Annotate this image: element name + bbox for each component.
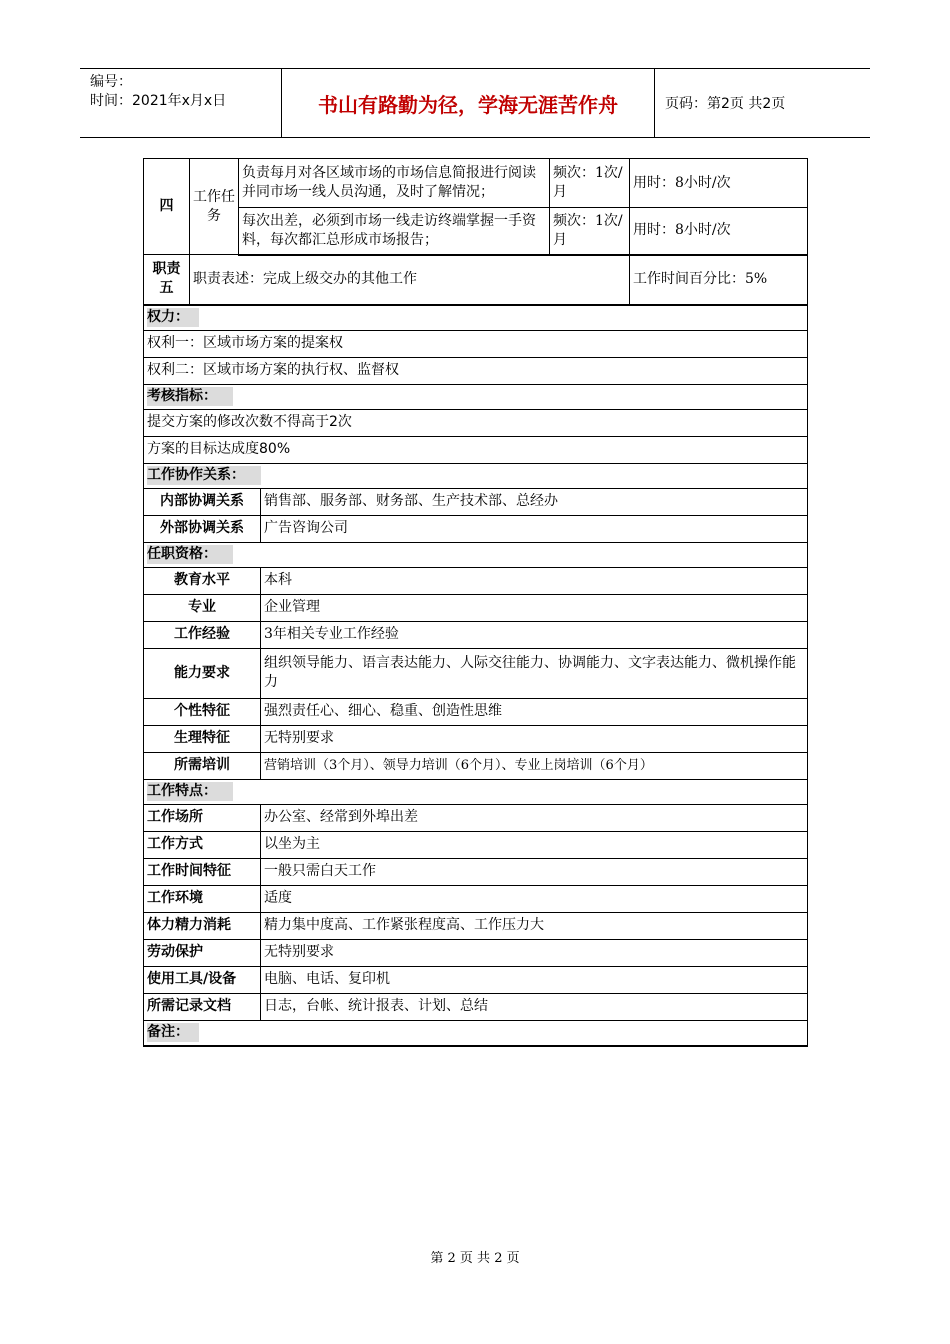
row-value: 精力集中度高、工作紧张程度高、工作压力大 bbox=[261, 912, 808, 939]
duty5-percent: 工作时间百分比：5% bbox=[630, 255, 808, 305]
duty4-task-time: 用时：8小时/次 bbox=[630, 208, 808, 255]
table-row bbox=[144, 515, 808, 542]
row-value: 一般只需白天工作 bbox=[261, 858, 808, 885]
section-title: 备注： bbox=[147, 1023, 199, 1042]
duty4-task-frequency: 频次：1次/月 bbox=[550, 208, 630, 255]
row-label: 工作场所 bbox=[144, 804, 261, 831]
kpi-item: 方案的目标达成度80% bbox=[144, 436, 808, 463]
row-label: 外部协调关系 bbox=[144, 515, 261, 542]
duty4-task-desc: 每次出差，必须到市场一线走访终端掌握一手资料，每次都汇总形成市场报告； bbox=[239, 208, 550, 255]
header-page-number: 页码：第2页 共2页 bbox=[665, 96, 786, 112]
duty4-task-time: 用时：8小时/次 bbox=[630, 159, 808, 208]
table-row bbox=[144, 621, 808, 648]
row-value: 日志，台帐、统计报表、计划、总结 bbox=[261, 993, 808, 1020]
row-value: 本科 bbox=[261, 567, 808, 594]
table-row bbox=[144, 912, 808, 939]
table-row bbox=[144, 939, 808, 966]
row-label: 所需记录文档 bbox=[144, 993, 261, 1020]
kpi-item: 提交方案的修改次数不得高于2次 bbox=[144, 409, 808, 436]
row-value: 强烈责任心、细心、稳重、创造性思维 bbox=[261, 698, 808, 725]
row-value: 营销培训（3个月）、领导力培训（6个月）、专业上岗培训（6个月） bbox=[261, 752, 808, 779]
row-label: 工作经验 bbox=[144, 621, 261, 648]
table-row bbox=[144, 752, 808, 779]
duty5-index: 职责五 bbox=[144, 255, 190, 305]
row-value: 广告咨询公司 bbox=[261, 515, 808, 542]
section-features bbox=[144, 779, 808, 804]
section-power bbox=[144, 305, 808, 331]
section-title: 任职资格： bbox=[147, 545, 233, 564]
table-row bbox=[144, 993, 808, 1020]
table-row bbox=[144, 858, 808, 885]
row-value: 无特别要求 bbox=[261, 939, 808, 966]
duty5-desc: 职责表述：完成上级交办的其他工作 bbox=[190, 255, 630, 305]
table-row bbox=[144, 648, 808, 698]
power-item: 权利二：区域市场方案的执行权、监督权 bbox=[144, 357, 808, 384]
row-value: 3年相关专业工作经验 bbox=[261, 621, 808, 648]
row-label: 所需培训 bbox=[144, 752, 261, 779]
duty4-task-row bbox=[144, 208, 808, 255]
section-title: 考核指标： bbox=[147, 387, 233, 406]
row-label: 工作时间特征 bbox=[144, 858, 261, 885]
list-item bbox=[144, 436, 808, 463]
row-label: 教育水平 bbox=[144, 567, 261, 594]
document-number-label: 编号： bbox=[90, 74, 132, 90]
row-label: 个性特征 bbox=[144, 698, 261, 725]
section-remarks bbox=[144, 1020, 808, 1046]
table-row bbox=[144, 885, 808, 912]
row-value: 销售部、服务部、财务部、生产技术部、总经办 bbox=[261, 488, 808, 515]
row-label: 生理特征 bbox=[144, 725, 261, 752]
row-label: 使用工具/设备 bbox=[144, 966, 261, 993]
row-value: 组织领导能力、语言表达能力、人际交往能力、协调能力、文字表达能力、微机操作能力 bbox=[261, 648, 808, 698]
row-value: 无特别要求 bbox=[261, 725, 808, 752]
page-header bbox=[80, 68, 870, 138]
list-item bbox=[144, 330, 808, 357]
section-title: 工作特点： bbox=[147, 782, 233, 801]
section-qualification bbox=[144, 542, 808, 567]
row-label: 能力要求 bbox=[144, 648, 261, 698]
duty5-row bbox=[144, 255, 808, 305]
section-cooperation bbox=[144, 463, 808, 488]
row-value: 适度 bbox=[261, 885, 808, 912]
row-label: 专业 bbox=[144, 594, 261, 621]
duty4-task-label: 工作任务 bbox=[190, 159, 239, 255]
row-value: 办公室、经常到外埠出差 bbox=[261, 804, 808, 831]
row-value: 以坐为主 bbox=[261, 831, 808, 858]
row-label: 工作方式 bbox=[144, 831, 261, 858]
table-row bbox=[144, 831, 808, 858]
duty4-task-row bbox=[144, 159, 808, 208]
row-label: 内部协调关系 bbox=[144, 488, 261, 515]
row-label: 工作环境 bbox=[144, 885, 261, 912]
duty4-task-desc: 负责每月对各区域市场的市场信息简报进行阅读并同市场一线人员沟通，及时了解情况； bbox=[239, 159, 550, 208]
section-title: 工作协作关系： bbox=[147, 466, 261, 485]
list-item bbox=[144, 409, 808, 436]
duty4-task-frequency: 频次：1次/月 bbox=[550, 159, 630, 208]
list-item bbox=[144, 357, 808, 384]
row-value: 电脑、电话、复印机 bbox=[261, 966, 808, 993]
table-row bbox=[144, 966, 808, 993]
table-row bbox=[144, 698, 808, 725]
section-kpi bbox=[144, 384, 808, 409]
table-row bbox=[144, 725, 808, 752]
table-row bbox=[144, 804, 808, 831]
table-row bbox=[144, 488, 808, 515]
power-item: 权利一：区域市场方案的提案权 bbox=[144, 330, 808, 357]
section-title: 权力： bbox=[147, 308, 199, 327]
table-row bbox=[144, 594, 808, 621]
header-meta bbox=[80, 69, 282, 137]
row-label: 劳动保护 bbox=[144, 939, 261, 966]
header-motto: 书山有路勤为径，学海无涯苦作舟 bbox=[282, 69, 655, 137]
table-row bbox=[144, 567, 808, 594]
duty4-index: 四 bbox=[144, 159, 190, 255]
job-description-table bbox=[143, 158, 808, 1047]
page-footer: 第 2 页 共 2 页 bbox=[430, 1251, 520, 1266]
row-value: 企业管理 bbox=[261, 594, 808, 621]
row-label: 体力精力消耗 bbox=[144, 912, 261, 939]
document-time-label: 时间：2021年x月x日 bbox=[90, 93, 227, 109]
